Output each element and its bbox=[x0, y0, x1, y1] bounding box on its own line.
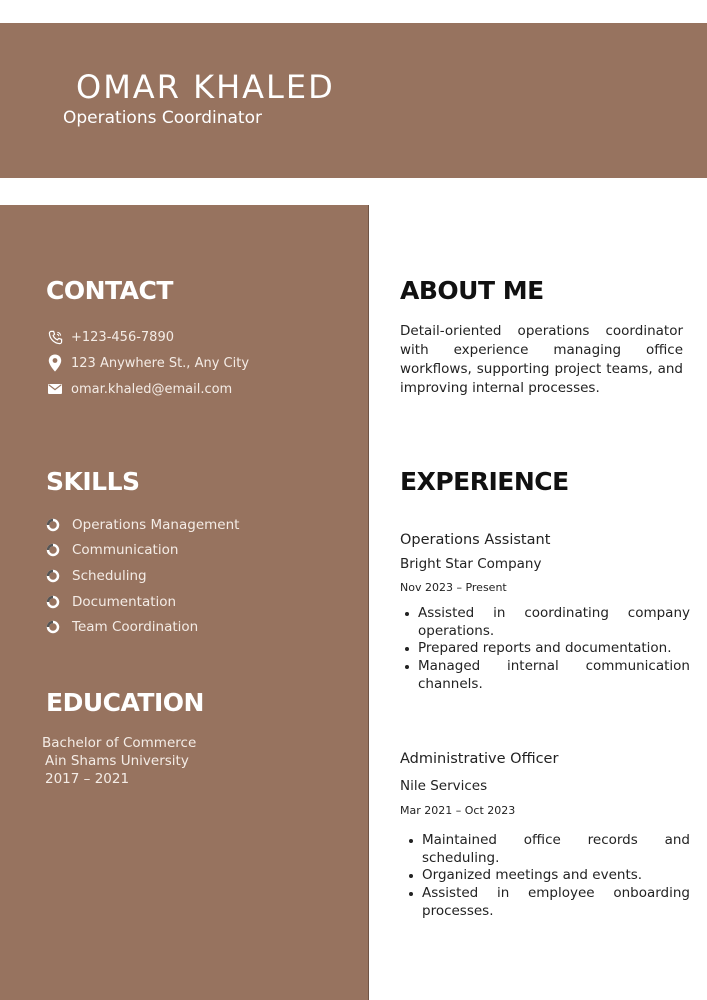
job-title-header: Operations Coordinator bbox=[63, 108, 262, 128]
skill-label: Operations Management bbox=[72, 517, 240, 533]
contact-heading: CONTACT bbox=[46, 276, 173, 305]
education-years: 2017 – 2021 bbox=[45, 771, 130, 787]
skill-item bbox=[46, 516, 239, 534]
skill-label: Documentation bbox=[72, 594, 177, 610]
job-bullet: Prepared reports and documentation. bbox=[418, 640, 690, 658]
skills-heading: SKILLS bbox=[46, 467, 140, 496]
contact-phone-text: +123-456-7890 bbox=[71, 329, 174, 345]
about-heading: ABOUT ME bbox=[400, 276, 544, 305]
contact-email bbox=[46, 380, 232, 398]
phone-icon bbox=[46, 330, 64, 345]
contact-phone bbox=[46, 328, 174, 346]
job-bullet: Organized meetings and events. bbox=[422, 867, 690, 885]
mail-icon bbox=[46, 384, 64, 394]
skill-item bbox=[46, 567, 147, 585]
about-text: Detail-oriented operations coordinator with experience managing office workflows, supporting project teams, and improving internal processes. bbox=[400, 323, 683, 396]
skill-ring-icon bbox=[46, 569, 62, 583]
education-school: Ain Shams University bbox=[45, 753, 189, 769]
job-title: Operations Assistant bbox=[400, 532, 551, 548]
skill-label: Communication bbox=[72, 542, 179, 558]
skill-ring-icon bbox=[46, 518, 62, 532]
contact-address-text: 123 Anywhere St., Any City bbox=[71, 355, 250, 371]
job-title: Administrative Officer bbox=[400, 751, 559, 767]
job-dates: Nov 2023 – Present bbox=[400, 581, 507, 594]
contact-address bbox=[46, 354, 249, 372]
job-bullet: Assisted in coordinating company operations. bbox=[418, 605, 690, 639]
skill-ring-icon bbox=[46, 543, 62, 557]
skill-ring-icon bbox=[46, 595, 62, 609]
experience-heading: EXPERIENCE bbox=[400, 467, 569, 496]
job-bullet: Managed internal communication channels. bbox=[418, 658, 690, 692]
job-bullet: Maintained office records and scheduling. bbox=[422, 832, 690, 866]
contact-email-text: omar.khaled@email.com bbox=[71, 381, 233, 397]
job-bullet: Assisted in employee onboarding processes. bbox=[422, 885, 690, 919]
job-company: Nile Services bbox=[400, 778, 488, 794]
location-pin-icon bbox=[46, 354, 64, 372]
skill-item bbox=[46, 593, 176, 611]
skill-label: Team Coordination bbox=[72, 619, 199, 635]
skill-item bbox=[46, 618, 198, 636]
job-dates: Mar 2021 – Oct 2023 bbox=[400, 804, 516, 817]
candidate-name: OMAR KHALED bbox=[76, 68, 335, 106]
skill-label: Scheduling bbox=[72, 568, 147, 584]
education-degree: Bachelor of Commerce bbox=[42, 735, 197, 751]
skill-ring-icon bbox=[46, 620, 62, 634]
skill-item bbox=[46, 541, 178, 559]
job-bullets bbox=[418, 605, 690, 694]
education-heading: EDUCATION bbox=[46, 688, 204, 717]
job-bullets bbox=[422, 832, 690, 921]
job-company: Bright Star Company bbox=[400, 556, 542, 572]
